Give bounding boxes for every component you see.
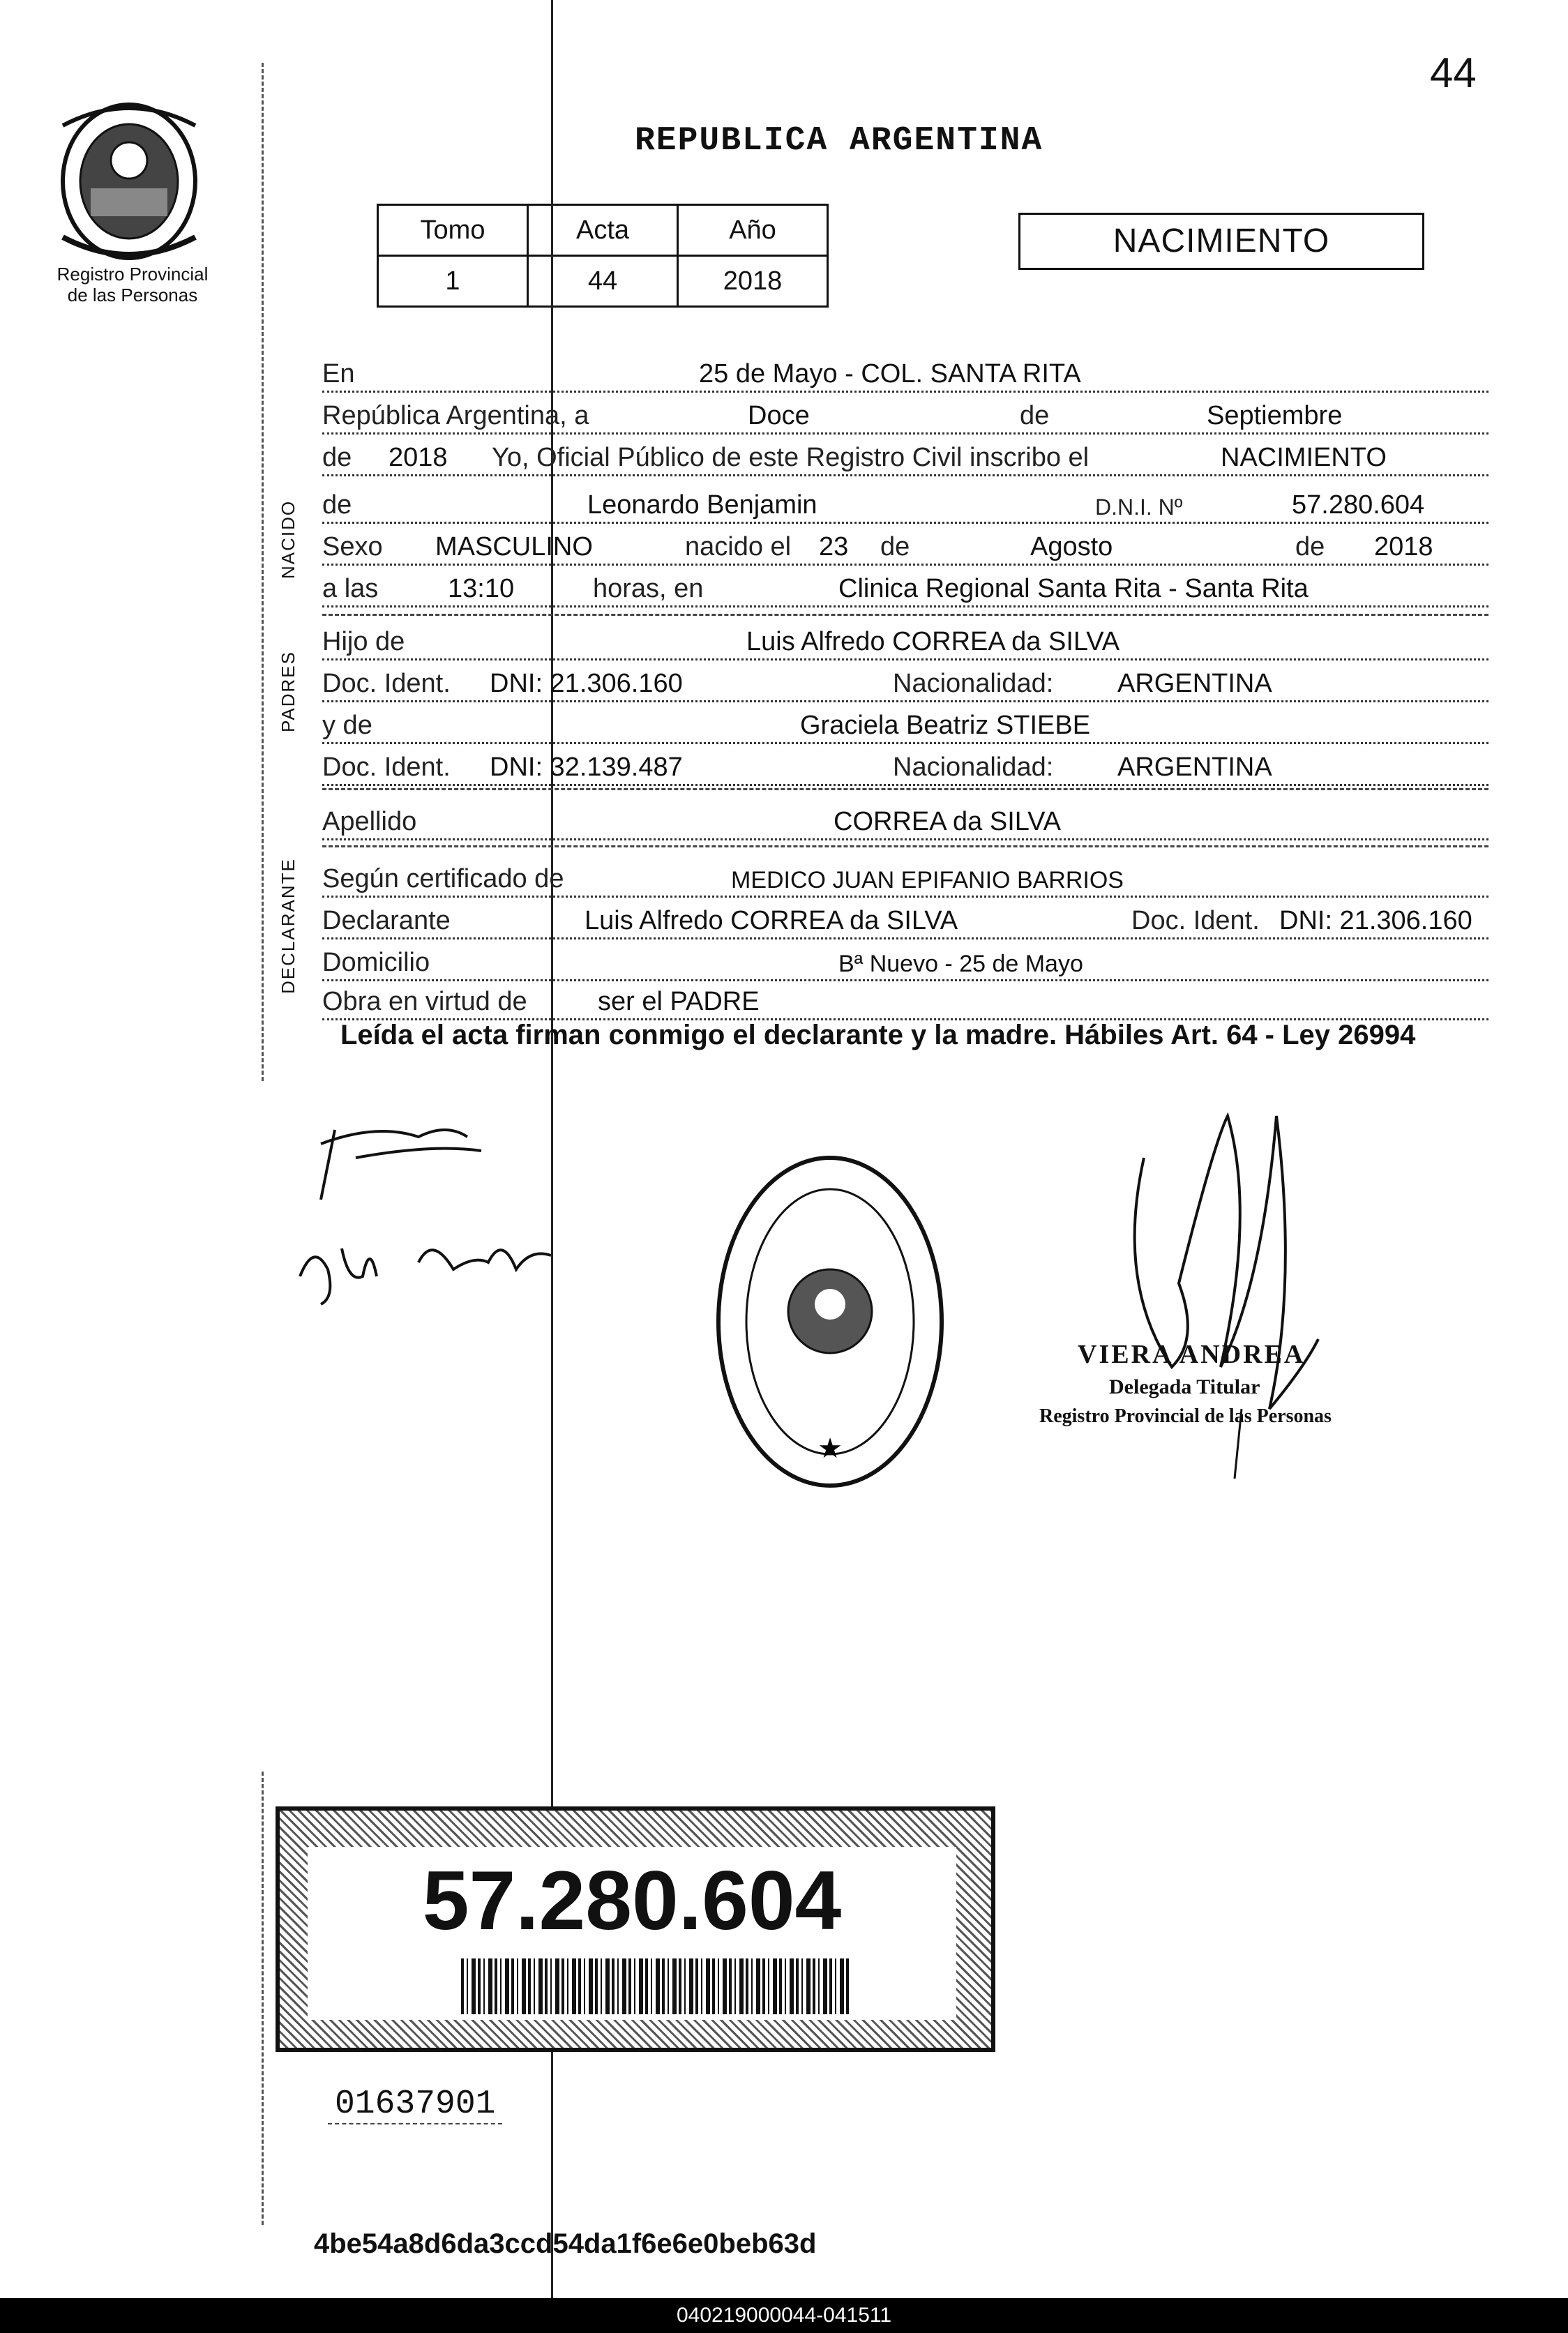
- barcode-dni-number: 57.280.604: [422, 1854, 842, 1947]
- label-nacido-el: nacido el: [685, 532, 792, 561]
- row-madre: [322, 704, 1488, 744]
- registry-caption: [42, 264, 223, 305]
- value-obra: ser el PADRE: [598, 987, 760, 1016]
- delegate-role: Delegada Titular: [1109, 1375, 1260, 1398]
- value-lugar-nacimiento: Clinica Regional Santa Rita - Santa Rita: [838, 574, 1309, 603]
- value-hora: 13:10: [448, 574, 515, 603]
- label-de: de: [322, 443, 352, 472]
- section-label-declarante: DECLARANTE: [278, 858, 299, 994]
- table-header-cell: Acta: [528, 205, 678, 256]
- dni-barcode-label: [276, 1806, 995, 2052]
- value-doc-madre: DNI: 32.139.487: [490, 753, 683, 782]
- value-nac-dia: 23: [819, 532, 849, 561]
- observations-text: Leída el acta firman conmigo el declarante y la madre. Hábiles Art. 64 - Ley 26994: [340, 1020, 1416, 1050]
- label-nacionalidad: Nacionalidad:: [893, 753, 1054, 782]
- svg-text:★: ★: [817, 1433, 843, 1465]
- provincial-crest-icon: [49, 98, 209, 279]
- registry-caption-line1: Registro Provincial: [56, 264, 209, 285]
- document-hash: 4be54a8d6da3ccd54da1f6e6e0beb63d: [314, 2228, 817, 2259]
- section-label-padres: PADRES: [278, 651, 299, 732]
- value-domicilio: Bª Nuevo - 25 de Mayo: [838, 951, 1083, 977]
- value-apellido: CORREA da SILVA: [834, 807, 1061, 836]
- registry-caption-line2: de las Personas: [67, 285, 198, 305]
- value-madre: Graciela Beatriz STIEBE: [800, 711, 1091, 740]
- table-header-row: [378, 205, 828, 256]
- delegate-signature-icon: [1116, 1074, 1353, 1493]
- value-nombre: Leonardo Benjamin: [587, 490, 817, 520]
- value-dia: Doce: [748, 401, 810, 430]
- value-declarante: Luis Alfredo CORREA da SILVA: [585, 906, 958, 935]
- row-apellido: [322, 801, 1488, 840]
- value-nac-anio: 2018: [1374, 532, 1433, 561]
- serial-number: 01637901: [328, 2085, 502, 2124]
- row-fecha: [322, 395, 1488, 435]
- table-row: [378, 256, 828, 307]
- table-cell: 44: [528, 256, 678, 307]
- label-en: En: [322, 359, 355, 388]
- label-hijo-de: Hijo de: [322, 627, 405, 656]
- footer-id: 040219000044-041511: [0, 2298, 1568, 2333]
- delegate-name: VIERA ANDREA: [1078, 1340, 1306, 1369]
- row-doc-madre: [322, 746, 1488, 786]
- label-segun-certificado: Según certificado de: [322, 864, 564, 893]
- value-tipo: NACIMIENTO: [1221, 443, 1387, 472]
- margin-dashed-line: [262, 63, 266, 1081]
- row-doc-padre: [322, 663, 1488, 702]
- label-de: de: [322, 490, 352, 520]
- label-declarante: Declarante: [322, 906, 451, 935]
- value-dni: 57.280.604: [1292, 490, 1425, 520]
- label-nacionalidad: Nacionalidad:: [893, 669, 1054, 698]
- country-title: REPUBLICA ARGENTINA: [635, 122, 1043, 160]
- page-number: 44: [1430, 50, 1477, 96]
- label-doc-ident: Doc. Ident.: [322, 669, 451, 698]
- value-doc-padre: DNI: 21.306.160: [490, 669, 683, 698]
- label-oficial: Yo, Oficial Público de este Registro Civil inscribo el: [492, 443, 1090, 472]
- barcode-inner: [308, 1847, 956, 2020]
- label-apellido: Apellido: [322, 807, 417, 836]
- margin-dashed-line-lower: [262, 1772, 266, 2225]
- barcode-bars-icon: [461, 1958, 852, 2014]
- label-republica: República Argentina, a: [322, 401, 589, 430]
- section-label-nacido: NACIDO: [278, 499, 299, 579]
- row-certificado: [322, 858, 1488, 898]
- value-sexo: MASCULINO: [435, 532, 593, 561]
- label-dni: D.N.I. Nº: [1095, 494, 1183, 520]
- label-doc-ident: Doc. Ident.: [1131, 906, 1260, 935]
- row-sexo: [322, 526, 1488, 566]
- section-divider: [322, 614, 1488, 616]
- row-lugar: [322, 353, 1488, 393]
- value-certificado: MEDICO JUAN EPIFANIO BARRIOS: [731, 867, 1124, 893]
- table-cell: 2018: [678, 256, 828, 307]
- table-header-cell: Tomo: [378, 205, 528, 256]
- label-y-de: y de: [322, 711, 372, 740]
- row-obra: [322, 981, 1488, 1020]
- record-type-box: NACIMIENTO: [1018, 213, 1424, 270]
- value-lugar: 25 de Mayo - COL. SANTA RITA: [699, 359, 1081, 388]
- value-nac-mes: Agosto: [1030, 532, 1113, 561]
- section-divider: [322, 788, 1488, 790]
- value-nac-padre: ARGENTINA: [1117, 669, 1272, 698]
- row-nombre: [322, 484, 1488, 524]
- value-anio: 2018: [389, 443, 448, 472]
- table-header-cell: Año: [678, 205, 828, 256]
- value-doc-declarante: DNI: 21.306.160: [1279, 906, 1472, 935]
- label-obra-en-virtud: Obra en virtud de: [322, 987, 527, 1016]
- value-nac-madre: ARGENTINA: [1117, 753, 1272, 782]
- label-de: de: [880, 532, 910, 561]
- table-cell: 1: [378, 256, 528, 307]
- official-seal-icon: [711, 1151, 949, 1493]
- row-declarante: [322, 900, 1488, 939]
- label-doc-ident: Doc. Ident.: [322, 753, 451, 782]
- row-padre: [322, 621, 1488, 660]
- value-padre: Luis Alfredo CORREA da SILVA: [746, 627, 1120, 656]
- label-domicilio: Domicilio: [322, 948, 430, 977]
- delegate-org: Registro Provincial de las Personas: [1039, 1405, 1332, 1427]
- value-mes: Septiembre: [1207, 401, 1343, 430]
- row-inscripcion: [322, 437, 1488, 476]
- label-a-las: a las: [322, 574, 379, 603]
- section-divider: [322, 845, 1488, 847]
- tomo-acta-anio-table: [377, 204, 829, 308]
- handwritten-signature-icon: [293, 1116, 572, 1311]
- label-de: de: [1020, 401, 1050, 430]
- row-domicilio: [322, 942, 1488, 981]
- row-hora: [322, 568, 1488, 607]
- label-de: de: [1295, 532, 1325, 561]
- label-sexo: Sexo: [322, 532, 383, 561]
- label-horas-en: horas, en: [593, 574, 704, 603]
